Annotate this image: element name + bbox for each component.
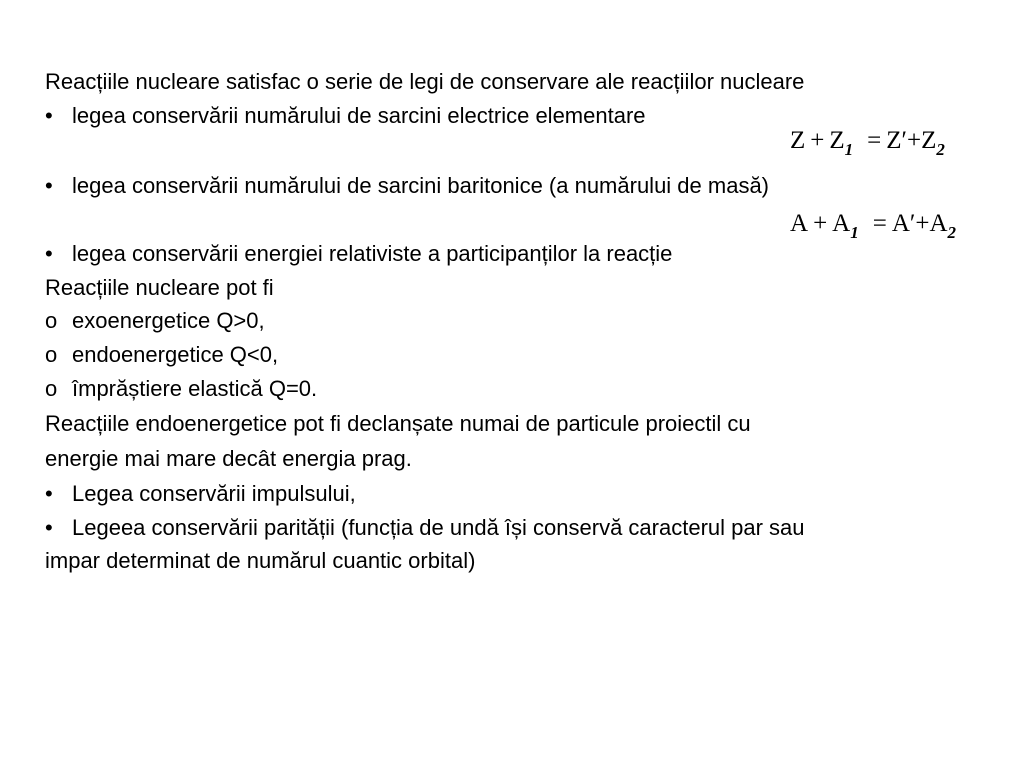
circle-bullet-icon: o — [45, 308, 58, 333]
types-intro-text: Reacțiile nucleare pot fi — [45, 275, 274, 300]
bullet-energy-conservation — [45, 241, 672, 267]
formula-equals: = — [867, 127, 882, 154]
formula-charge — [790, 126, 945, 158]
formula-operator: + — [810, 127, 825, 154]
bullet-energy-text: legea conservării energiei relativiste a participanților la reacție — [72, 241, 673, 266]
bullet-icon: • — [45, 241, 53, 266]
formula-term: Z′ — [886, 127, 908, 154]
endo-note-line-2: energie mai mare decât energia prag. — [45, 446, 412, 471]
bullet-baryon-conservation — [45, 173, 769, 199]
bullet-icon: • — [45, 515, 53, 540]
formula-term: Z — [829, 127, 845, 154]
type-exo-text: exoenergetice Q>0, — [72, 308, 265, 333]
bullet-icon: • — [45, 103, 53, 128]
bullet-parity-text-2: impar determinat de numărul cuantic orbital) — [45, 548, 476, 573]
bullet-parity-text-1: Legeea conservării parității (funcția de undă își conservă caracterul par sau — [72, 515, 805, 540]
formula-subscript: 2 — [947, 223, 957, 242]
formula-operator: + — [813, 210, 828, 237]
formula-term: Z — [921, 127, 937, 154]
intro-text: Reacțiile nucleare satisfac o serie de legi de conservare ale reacțiilor nucleare — [45, 69, 805, 94]
type-exoenergetic — [45, 308, 265, 334]
bullet-momentum-conservation — [45, 481, 356, 507]
bullet-parity-conservation — [45, 515, 805, 541]
type-elastic-text: împrăștiere elastică Q=0. — [72, 376, 318, 401]
formula-mass — [790, 209, 956, 241]
bullet-momentum-text: Legea conservării impulsului, — [72, 481, 356, 506]
formula-term: A′ — [891, 210, 916, 237]
formula-term: Z — [790, 127, 806, 154]
endo-note-line-1: Reacțiile endoenergetice pot fi declanșate numai de particule proiectil cu — [45, 411, 751, 436]
bullet-icon: • — [45, 481, 53, 506]
circle-bullet-icon: o — [45, 376, 58, 401]
bullet-baryon-text: legea conservării numărului de sarcini baritonice (a numărului de masă) — [72, 173, 770, 198]
type-endo-text: endoenergetice Q<0, — [72, 342, 279, 367]
type-endoenergetic — [45, 342, 278, 368]
circle-bullet-icon: o — [45, 342, 58, 367]
formula-subscript: 1 — [844, 140, 854, 159]
formula-operator: + — [915, 210, 930, 237]
formula-term: A — [790, 210, 809, 237]
formula-equals: = — [872, 210, 887, 237]
type-elastic-scattering — [45, 376, 317, 402]
formula-term: A — [832, 210, 851, 237]
formula-subscript: 1 — [850, 223, 859, 242]
formula-operator: + — [907, 127, 922, 154]
bullet-charge-text: legea conservării numărului de sarcini electrice elementare — [72, 103, 646, 128]
bullet-icon: • — [45, 173, 53, 198]
bullet-charge-conservation — [45, 103, 646, 129]
formula-term: A — [929, 210, 948, 237]
formula-subscript: 2 — [936, 140, 945, 159]
